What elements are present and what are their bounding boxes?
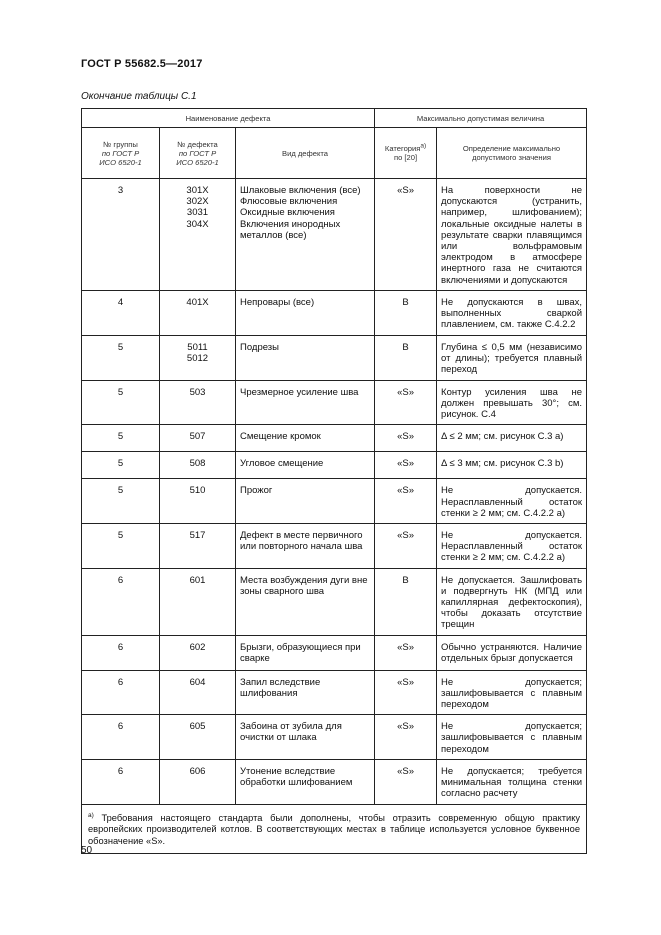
cell-category: «S» xyxy=(397,641,414,653)
cell-group: 5 xyxy=(117,386,124,398)
header-category-line1: Категория xyxy=(384,144,421,153)
cell-defect-numbers: 401X xyxy=(186,296,209,308)
header-defect-no xyxy=(160,128,236,179)
cell-group: 6 xyxy=(117,574,124,586)
cell-definition: Обычно устраняются. Наличие отдельных брызг допускается xyxy=(441,641,583,664)
cell-category: «S» xyxy=(397,431,414,443)
header-group-no xyxy=(82,128,160,179)
header-defect-name: Наименование дефекта xyxy=(82,109,375,128)
cell-definition: Δ ≤ 2 мм; см. рисунок С.3 a) xyxy=(441,431,564,443)
cell-defect-numbers: 301X 302X 3031 304X xyxy=(186,185,209,230)
cell-definition: Не допускается; зашлифовывается с плавным переходом xyxy=(441,721,583,755)
footnote-text: Требования настоящего стандарта были дополнены, чтобы отразить современную общую практику европейских производителей котлов. В соответствующих местах в таблице используется условное буквенное обозначение «S». xyxy=(88,812,581,846)
cell-defect-type: Утонение вследствие обработки шлифованием xyxy=(240,765,353,789)
header-definition xyxy=(437,128,587,179)
cell-defect-type: Брызги, образующиеся при сварке xyxy=(240,641,361,664)
header-defect-no-line1: № дефекта xyxy=(177,139,218,149)
cell-group: 3 xyxy=(117,185,124,196)
cell-definition: Не допускается; требуется минимальная толщина стенки согласно расчету xyxy=(441,765,583,800)
cell-group: 5 xyxy=(117,431,124,443)
cell-defect-numbers: 604 xyxy=(189,676,206,688)
cell-group: 6 xyxy=(117,641,124,653)
table-row xyxy=(82,179,587,291)
cell-definition: Глубина ≤ 0,5 мм (независимо от длины); требуется плавный переход xyxy=(441,341,583,376)
cell-defect-numbers: 5011 5012 xyxy=(186,341,209,365)
cell-group: 6 xyxy=(117,721,124,733)
footnote-marker: a) xyxy=(88,811,94,819)
cell-defect-type: Прожог xyxy=(240,485,273,497)
table-row xyxy=(82,479,587,524)
cell-category: B xyxy=(402,574,409,586)
cell-defect-numbers: 605 xyxy=(189,721,206,733)
cell-defect-type: Угловое смещение xyxy=(240,458,324,470)
header-group-no-line2: по ГОСТ Р xyxy=(101,148,140,158)
cell-defect-type: Дефект в месте первичного или повторного начала шва xyxy=(240,530,363,553)
cell-category: «S» xyxy=(397,530,414,542)
header-definition-line2: допустимого значения xyxy=(472,153,551,162)
cell-defect-type: Подрезы xyxy=(240,341,279,353)
cell-category: «S» xyxy=(397,458,414,470)
cell-defect-numbers: 606 xyxy=(189,765,206,777)
header-definition-line1: Определение максимально xyxy=(462,144,561,153)
header-category-sup: a) xyxy=(420,142,427,150)
cell-category: B xyxy=(402,296,409,308)
cell-defect-type: Забоина от зубила для очистки от шлака xyxy=(240,721,342,744)
cell-group: 5 xyxy=(117,341,124,353)
cell-defect-type: Смещение кромок xyxy=(240,431,321,443)
table-caption: Окончание таблицы С.1 xyxy=(81,91,197,102)
cell-definition: Не допускается. Нерасплавленный остаток стенки ≥ 2 мм; см. С.4.2.2 а) xyxy=(441,530,583,564)
cell-defect-type: Чрезмерное усиление шва xyxy=(240,386,359,398)
table-row xyxy=(82,290,587,335)
cell-category: «S» xyxy=(397,676,414,688)
cell-definition: Не допускаются в швах, выполненных сваркой плавлением, см. также С.4.2.2 xyxy=(441,296,583,331)
cell-definition: Контур усиления шва не должен превышать 30°; см. рисунок. С.4 xyxy=(441,386,583,421)
header-category-line2: по [20] xyxy=(393,153,418,162)
cell-defect-numbers: 517 xyxy=(189,530,206,542)
cell-definition: На поверхности не допускаются (устранить, например, шлифованием); локальные оксидные налеты в результате сварки плавящимся или вольфрамовым электродом в атмосфере инертного газа не считаются включениями и допускаются xyxy=(441,185,583,286)
table-row xyxy=(82,425,587,452)
cell-category: «S» xyxy=(397,386,414,398)
header-defect-type: Вид дефекта xyxy=(236,128,375,179)
table-row xyxy=(82,380,587,425)
cell-group: 6 xyxy=(117,765,124,777)
table-row xyxy=(82,759,587,804)
table-row xyxy=(82,568,587,635)
cell-definition: Не допускается; зашлифовывается с плавным переходом xyxy=(441,676,583,711)
cell-definition: Не допускается. Нерасплавленный остаток стенки ≥ 2 мм; см. С.4.2.2 а) xyxy=(441,485,583,519)
cell-category: «S» xyxy=(397,485,414,497)
cell-group: 5 xyxy=(117,458,124,470)
cell-defect-type: Запил вследствие шлифования xyxy=(240,676,321,699)
header-category xyxy=(375,128,437,179)
document-header: ГОСТ Р 55682.5—2017 xyxy=(81,58,203,70)
cell-defect-numbers: 507 xyxy=(189,431,206,443)
cell-defect-numbers: 510 xyxy=(189,485,206,497)
table-row xyxy=(82,452,587,479)
defects-table xyxy=(81,108,587,854)
cell-category: «S» xyxy=(397,721,414,733)
cell-defect-numbers: 601 xyxy=(189,574,206,586)
header-defect-no-line3: ИСО 6520-1 xyxy=(176,157,219,167)
cell-defect-type: Шлаковые включения (все) Флюсовые включения Оксидные включения Включения инородных металлов (все) xyxy=(240,185,361,241)
table-footnote xyxy=(82,805,586,854)
cell-defect-type: Места возбуждения дуги вне зоны сварного шва xyxy=(240,574,368,597)
table-row xyxy=(82,524,587,569)
cell-category: B xyxy=(402,341,409,353)
header-group-no-line1: № группы xyxy=(103,139,138,149)
header-group-no-line3: ИСО 6520-1 xyxy=(99,157,142,167)
table-row xyxy=(82,635,587,670)
cell-defect-numbers: 602 xyxy=(189,641,206,653)
table-row xyxy=(82,335,587,380)
cell-defect-type: Непровары (все) xyxy=(240,296,315,308)
cell-definition: Не допускается. Зашлифовать и подвергнуть НК (МПД или капиллярная дефектоскопия), чтобы доказать отсутствие трещин xyxy=(441,574,583,631)
cell-group: 4 xyxy=(117,296,124,308)
header-defect-no-line2: по ГОСТ Р xyxy=(178,148,217,158)
cell-category: «S» xyxy=(397,765,414,777)
cell-group: 5 xyxy=(117,530,124,542)
table-row xyxy=(82,715,587,760)
cell-defect-numbers: 503 xyxy=(189,386,206,398)
cell-category: «S» xyxy=(397,185,414,196)
cell-group: 5 xyxy=(117,485,124,497)
cell-definition: Δ ≤ 3 мм; см. рисунок С.3 b) xyxy=(441,458,564,470)
table-row xyxy=(82,670,587,715)
cell-defect-numbers: 508 xyxy=(189,458,206,470)
cell-group: 6 xyxy=(117,676,124,688)
page-number: 50 xyxy=(81,845,93,856)
header-max-allowed: Максимально допустимая величина xyxy=(375,109,587,128)
footnote-row xyxy=(82,804,587,854)
